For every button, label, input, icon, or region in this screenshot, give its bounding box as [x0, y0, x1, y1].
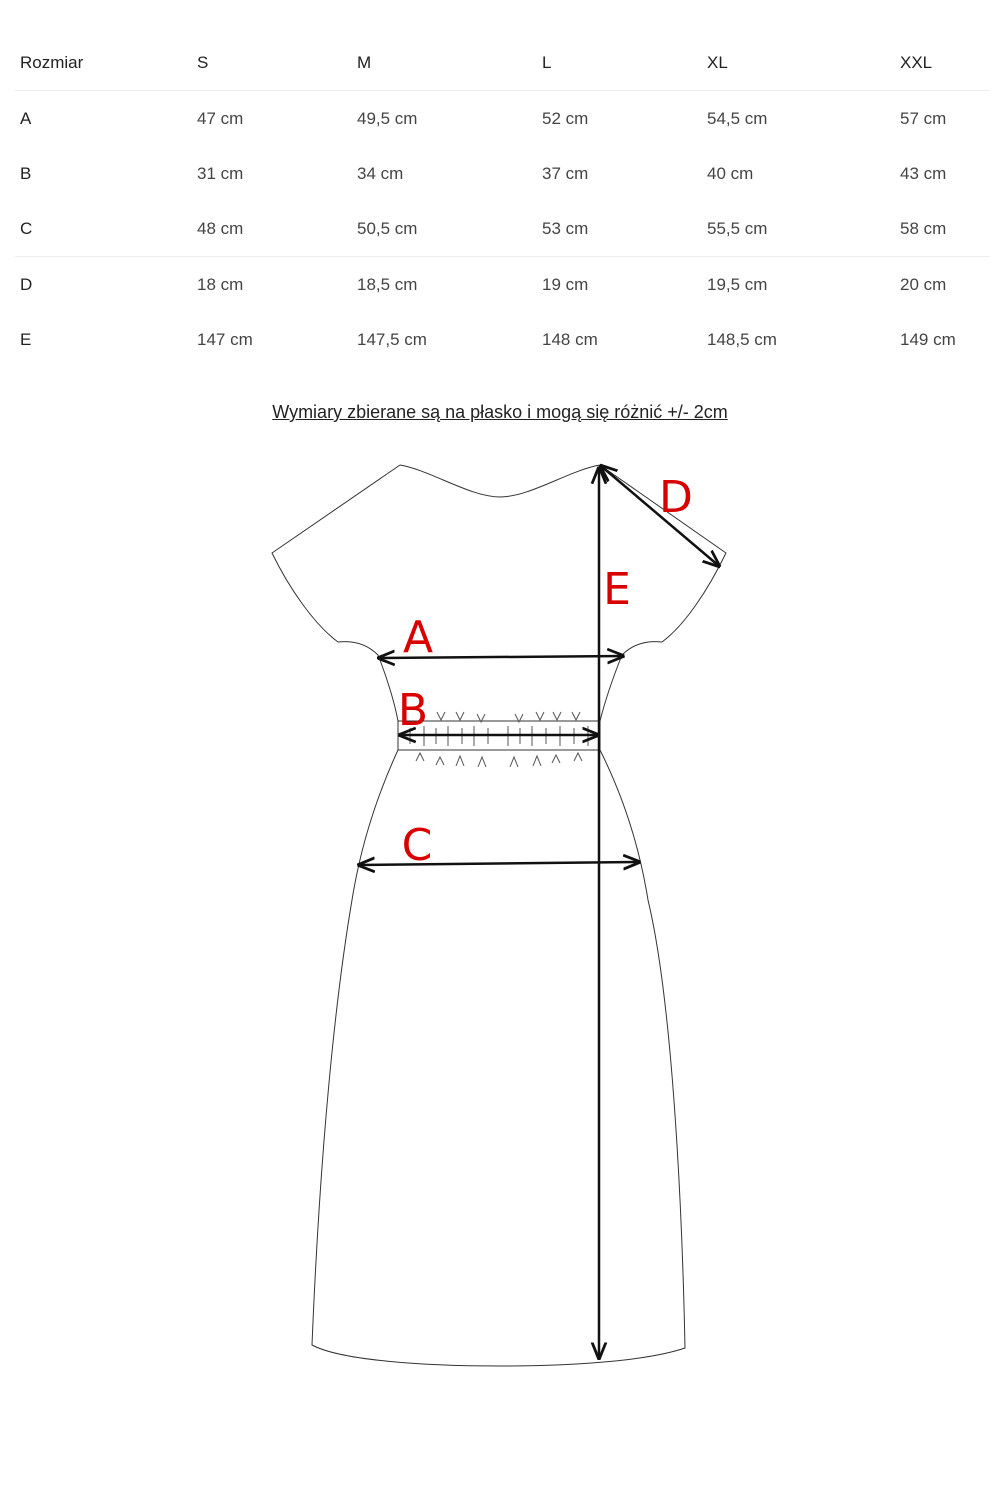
header-size-xxl: XXL [895, 35, 990, 91]
table-cell: 55,5 cm [702, 201, 895, 257]
table-cell: 43 cm [900, 163, 947, 183]
table-cell: 20 cm [900, 274, 947, 294]
table-cell: 52 cm [542, 108, 589, 128]
table-row [15, 312, 990, 367]
table-cell: 19 cm [542, 274, 589, 294]
table-row [15, 257, 990, 313]
table-row [15, 91, 990, 147]
size-table [15, 35, 990, 367]
table-row [15, 201, 990, 257]
label-b: B [397, 685, 429, 736]
header-size-s: S [192, 35, 352, 91]
row-label: B [20, 163, 32, 183]
header-size-l: L [537, 35, 702, 91]
table-cell: 18,5 cm [357, 274, 418, 294]
table-cell: 18 cm [197, 274, 244, 294]
table-cell: 31 cm [197, 163, 244, 183]
table-cell: 34 cm [357, 163, 404, 183]
dress-diagram [0, 440, 1000, 1400]
table-cell: 58 cm [895, 201, 990, 257]
row-label: D [20, 274, 33, 294]
table-row [15, 146, 990, 201]
label-d: D [659, 472, 693, 523]
table-cell: 49,5 cm [357, 108, 418, 128]
table-cell: 53 cm [537, 201, 702, 257]
table-cell: 149 cm [900, 329, 956, 349]
header-rozmiar: Rozmiar [15, 35, 192, 91]
table-cell: 148,5 cm [707, 329, 777, 349]
table-cell: 50,5 cm [352, 201, 537, 257]
table-cell: 48 cm [192, 201, 352, 257]
table-cell: 47 cm [197, 108, 244, 128]
row-label: A [20, 108, 32, 128]
table-cell: 147 cm [197, 329, 253, 349]
table-cell: 54,5 cm [707, 108, 768, 128]
header-size-xl: XL [702, 35, 895, 91]
measurement-note: Wymiary zbierane są na płasko i mogą się różnić +/- 2cm [272, 402, 728, 422]
row-label: C [15, 201, 192, 257]
table-cell: 148 cm [542, 329, 598, 349]
waist-gathers [410, 712, 588, 767]
label-e: E [603, 564, 631, 615]
table-cell: 57 cm [900, 108, 947, 128]
neckline [400, 465, 600, 497]
table-cell: 37 cm [542, 163, 589, 183]
row-label: E [20, 329, 32, 349]
label-c: C [401, 820, 433, 871]
table-cell: 19,5 cm [707, 274, 768, 294]
label-a: A [402, 612, 434, 663]
header-size-m: M [352, 35, 537, 91]
dress-outline [272, 465, 726, 1366]
table-cell: 40 cm [707, 163, 754, 183]
size-table-header-row [15, 35, 990, 91]
table-cell: 147,5 cm [357, 329, 427, 349]
